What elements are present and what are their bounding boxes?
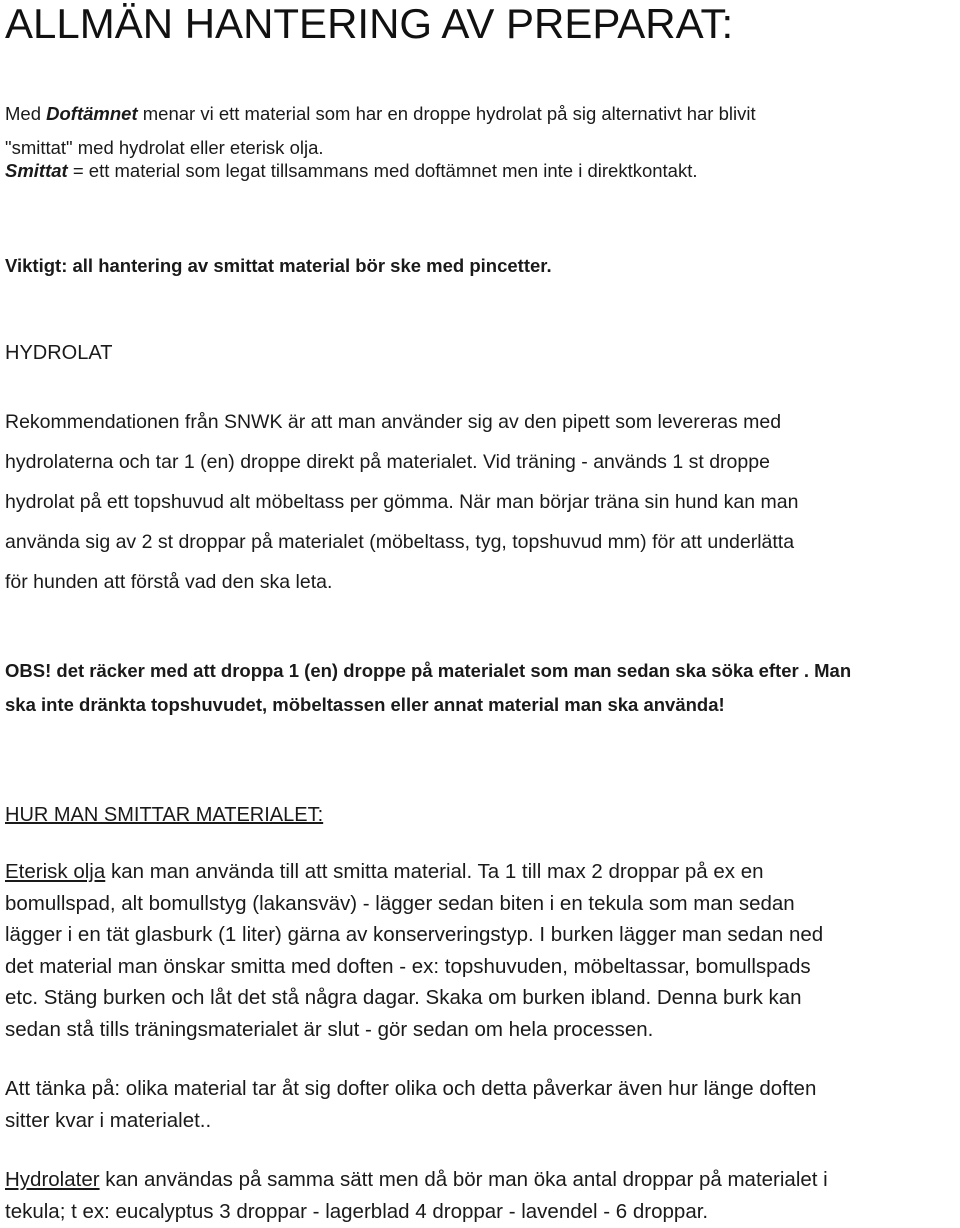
smitta-p2-line-1: Att tänka på: olika material tar åt sig dofter olika och detta påverkar även hur länge doften — [5, 1077, 817, 1100]
smitta-heading: HUR MAN SMITTAR MATERIALET: — [5, 804, 324, 826]
term-doftamnet: Doftämnet — [46, 103, 138, 124]
smitta-paragraph-1 — [5, 856, 823, 1045]
smitta-p3-line-2: tekula; t ex: eucalyptus 3 droppar - lagerblad 4 droppar - lavendel - 6 droppar. — [5, 1199, 709, 1223]
intro-p2-text: = ett material som legat tillsammans med doftämnet men inte i direktkontakt. — [67, 160, 698, 181]
smitta-p1-line-3: lägger i en tät glasburk (1 liter) gärna av konserveringstyp. I burken lägger man sedan ned — [5, 923, 824, 946]
obs-paragraph — [5, 654, 851, 722]
intro-p1-line2: "smittat" med hydrolat eller eterisk olja. — [5, 137, 324, 158]
hydrolat-heading: HYDROLAT — [5, 342, 113, 364]
smitta-p1-line-1: kan man använda till att smitta material. Ta 1 till max 2 droppar på ex en — [105, 860, 764, 883]
intro-paragraph-3: Viktigt: all hantering av smittat material bör ske med pincetter. — [5, 255, 552, 276]
term-eterisk-olja: Eterisk olja — [5, 860, 106, 883]
term-smittat: Smittat — [5, 160, 68, 181]
hydrolat-paragraph — [5, 402, 798, 602]
hydrolat-line-3: hydrolat på ett topshuvud alt möbeltass per gömma. När man börjar träna sin hund kan man — [5, 491, 799, 513]
intro-p1-line1: menar vi ett material som har en droppe hydrolat på sig alternativt har blivit — [137, 103, 756, 124]
hydrolat-line-2: hydrolaterna och tar 1 (en) droppe direkt på materialet. Vid träning - används 1 st droppe — [5, 451, 770, 473]
smitta-paragraph-3 — [5, 1164, 828, 1227]
smitta-p3-line-1: kan användas på samma sätt men då bör man öka antal droppar på materialet i — [99, 1168, 828, 1191]
smitta-p1-line-4: det material man önskar smitta med doften - ex: topshuvuden, möbeltassar, bomullspads — [5, 954, 811, 978]
obs-line-2: ska inte dränkta topshuvudet, möbeltassen eller annat material man ska använda! — [5, 694, 725, 715]
term-hydrolater: Hydrolater — [5, 1168, 100, 1191]
hydrolat-line-1: Rekommendationen från SNWK är att man använder sig av den pipett som levereras med — [5, 411, 782, 433]
smitta-p1-line-6: sedan stå tills träningsmaterialet är slut - gör sedan om hela processen. — [5, 1017, 654, 1041]
intro-p1-prefix: Med — [5, 103, 47, 124]
smitta-p2-line-2: sitter kvar i materialet.. — [5, 1108, 212, 1132]
intro-paragraph-2 — [5, 154, 698, 188]
smitta-p1-line-2: bomullspad, alt bomullstyg (lakansväv) - lägger sedan biten i en tekula som man sedan — [5, 891, 795, 915]
smitta-paragraph-2 — [5, 1073, 816, 1136]
obs-label: OBS! — [5, 660, 52, 681]
smitta-p1-line-5: etc. Stäng burken och låt det stå några dagar. Skaka om burken ibland. Denna burk kan — [5, 986, 802, 1009]
obs-line-1: det räcker med att droppa 1 (en) droppe på materialet som man sedan ska söka efter . Man — [51, 660, 852, 681]
hydrolat-line-5: för hunden att förstå vad den ska leta. — [5, 571, 333, 593]
page-title: ALLMÄN HANTERING AV PREPARAT: — [5, 0, 734, 47]
hydrolat-line-4: använda sig av 2 st droppar på materialet (möbeltass, tyg, topshuvud mm) för att underlätta — [5, 531, 795, 553]
